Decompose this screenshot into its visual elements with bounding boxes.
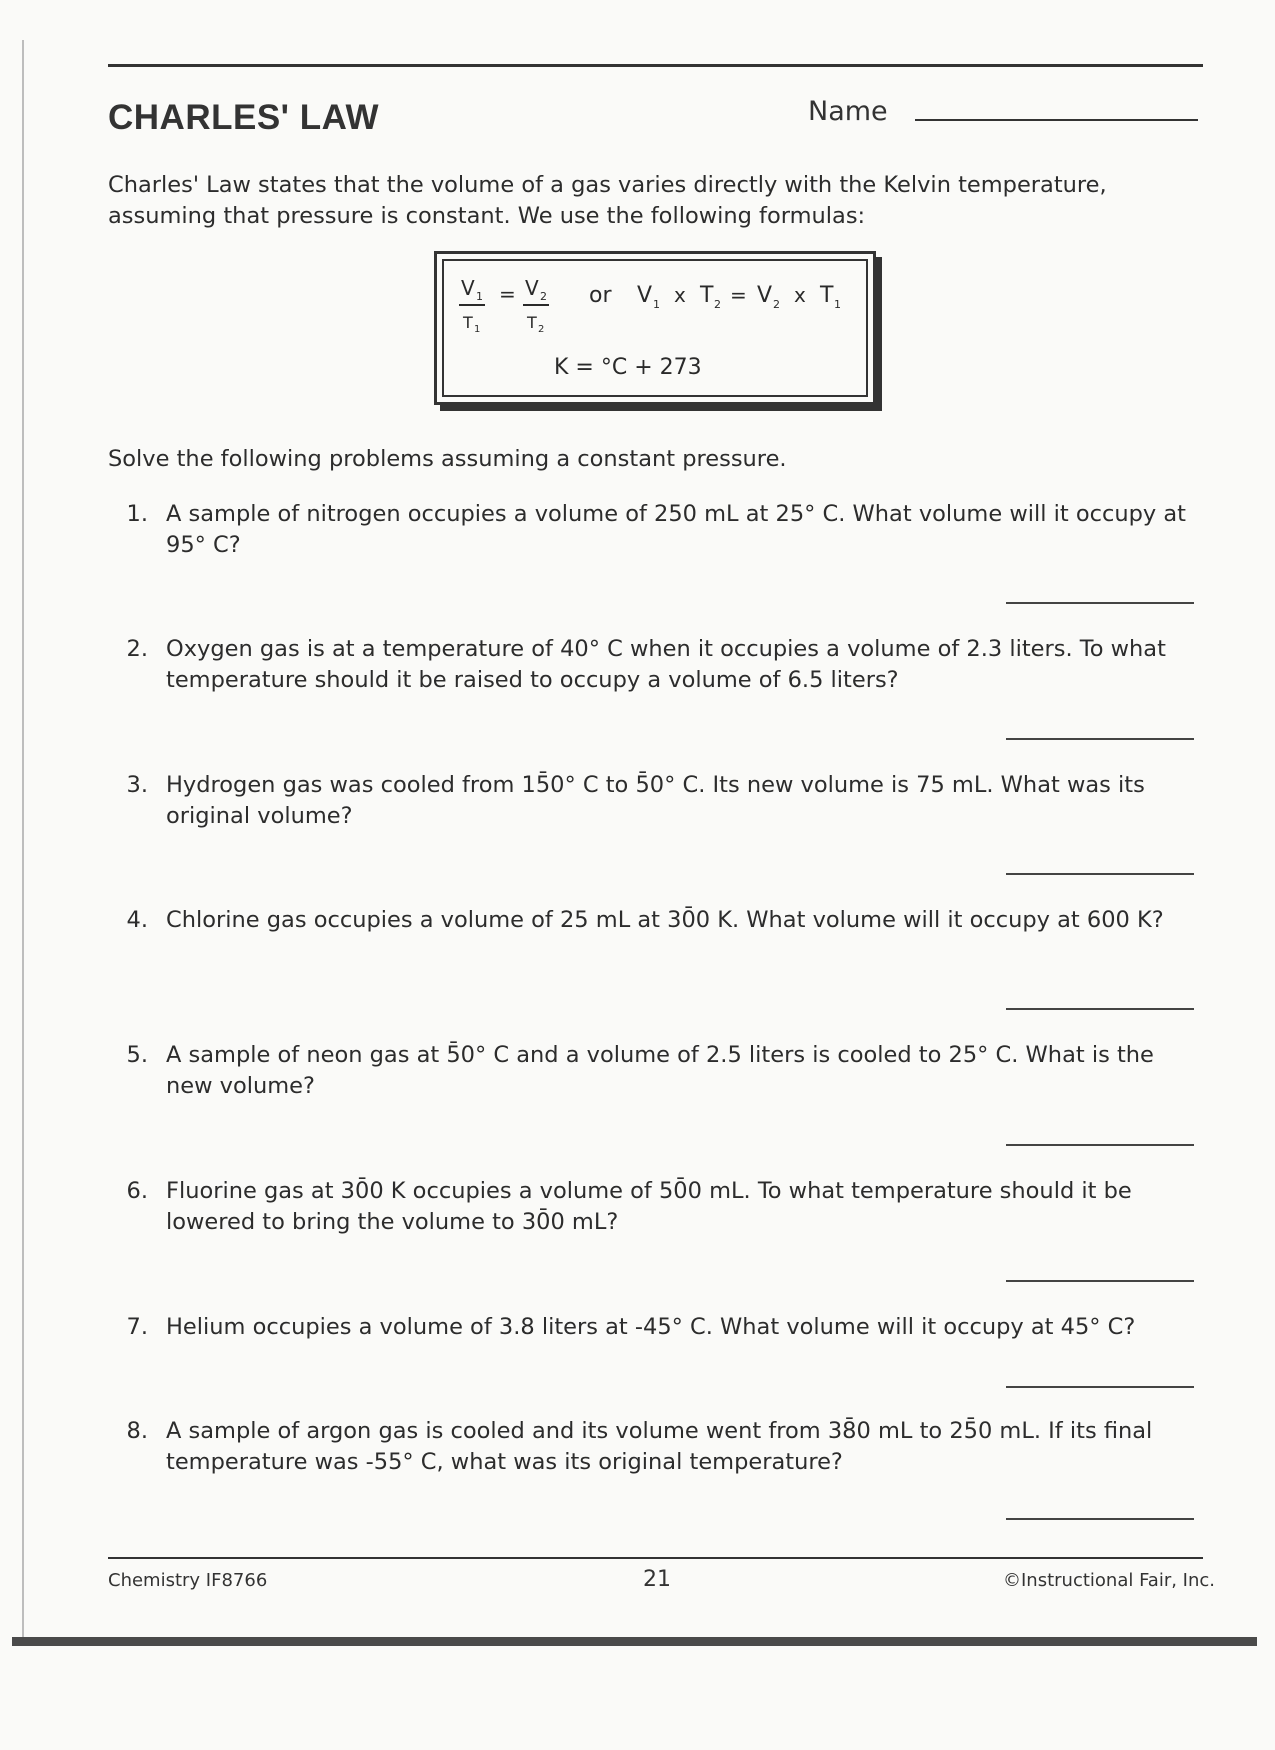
formula-cross-t1-sub: 1 xyxy=(834,298,841,311)
formula-cross-v2-sub: 2 xyxy=(773,298,780,311)
answer-line-2[interactable] xyxy=(1006,738,1194,740)
problem-number: 1. xyxy=(126,501,148,527)
problem-text: Chlorine gas occupies a volume of 25 mL at 30̄0 K. What volume will it occupy at 600 K? xyxy=(166,907,1164,933)
instructions-prompt: Solve the following problems assuming a constant pressure. xyxy=(108,446,787,472)
formula-v2: V xyxy=(525,276,539,300)
page-edge-shadow xyxy=(22,40,24,1640)
answer-line-7[interactable] xyxy=(1006,1386,1194,1388)
problem-number: 8. xyxy=(126,1418,148,1444)
problem-text: A sample of nitrogen occupies a volume of 250 mL at 25° C. What volume will it occupy at 95° C? xyxy=(166,501,1186,558)
intro-paragraph: Charles' Law states that the volume of a gas varies directly with the Kelvin temperature, assuming that pressure is constant. We use the following formulas: xyxy=(108,172,1107,229)
problem-number: 4. xyxy=(126,907,148,933)
formula-times-2: x xyxy=(794,283,806,307)
formula-graphic xyxy=(437,254,873,402)
answer-line-3[interactable] xyxy=(1006,873,1194,875)
footer-book-code: Chemistry IF8766 xyxy=(108,1570,268,1591)
formula-kelvin-conversion: K = °C + 273 xyxy=(554,355,702,380)
problem-text: Fluorine gas at 30̄0 K occupies a volume of 50̄0 mL. To what temperature should it be lowered to bring the volume to 30̄0 mL? xyxy=(166,1178,1132,1235)
problem-number: 7. xyxy=(126,1314,148,1340)
formula-equals-2: = xyxy=(730,283,747,307)
answer-line-5[interactable] xyxy=(1006,1144,1194,1146)
top-rule xyxy=(108,64,1203,67)
formula-v2-sub: 2 xyxy=(540,290,547,303)
formula-t2-sub: 2 xyxy=(538,324,545,335)
problem-number: 2. xyxy=(126,636,148,662)
formula-or: or xyxy=(589,283,612,308)
formula-cross-t2-sub: 2 xyxy=(714,298,721,311)
bottom-rule xyxy=(108,1557,1203,1559)
name-field-line[interactable] xyxy=(915,119,1198,121)
name-label: Name xyxy=(808,96,888,127)
formula-t1: T xyxy=(463,313,473,332)
formula-cross-v1-sub: 1 xyxy=(653,298,660,311)
formula-cross-t1: T xyxy=(820,283,834,308)
problem-text: Oxygen gas is at a temperature of 40° C when it occupies a volume of 2.3 liters. To what temperature should it be raised to occupy a volume of 6.5 liters? xyxy=(166,636,1166,693)
formula-cross-t2: T xyxy=(700,283,714,308)
problem-number: 3. xyxy=(126,772,148,798)
answer-line-1[interactable] xyxy=(1006,602,1194,604)
scan-bottom-edge xyxy=(12,1637,1257,1646)
formula-v1-sub: 1 xyxy=(476,290,483,303)
worksheet-title: CHARLES' LAW xyxy=(108,98,379,137)
formula-v1: V xyxy=(461,276,475,300)
problem-number: 5. xyxy=(126,1042,148,1068)
problem-text: A sample of neon gas at 5̄0° C and a volume of 2.5 liters is cooled to 25° C. What is the new volume? xyxy=(166,1042,1154,1099)
formula-equals-1: = xyxy=(499,282,516,306)
answer-line-8[interactable] xyxy=(1006,1518,1194,1520)
problem-number: 6. xyxy=(126,1178,148,1204)
formula-box xyxy=(434,251,876,405)
answer-line-4[interactable] xyxy=(1006,1008,1194,1010)
problem-text: Hydrogen gas was cooled from 15̄0° C to 5̄0° C. Its new volume is 75 mL. What was its original volume? xyxy=(166,772,1145,829)
formula-t2: T xyxy=(527,313,537,332)
formula-t1-sub: 1 xyxy=(474,324,481,335)
formula-cross-v1: V xyxy=(637,283,653,308)
problem-text: Helium occupies a volume of 3.8 liters at -45° C. What volume will it occupy at 45° C? xyxy=(166,1314,1136,1340)
footer-page-number: 21 xyxy=(643,1567,671,1592)
answer-line-6[interactable] xyxy=(1006,1280,1194,1282)
problem-text: A sample of argon gas is cooled and its volume went from 38̄0 mL to 25̄0 mL. If its final temperature was -55° C, what was its original temperature? xyxy=(166,1418,1153,1475)
footer-publisher: ©Instructional Fair, Inc. xyxy=(1003,1570,1216,1591)
formula-cross-v2: V xyxy=(757,283,773,308)
formula-times-1: x xyxy=(674,283,686,307)
